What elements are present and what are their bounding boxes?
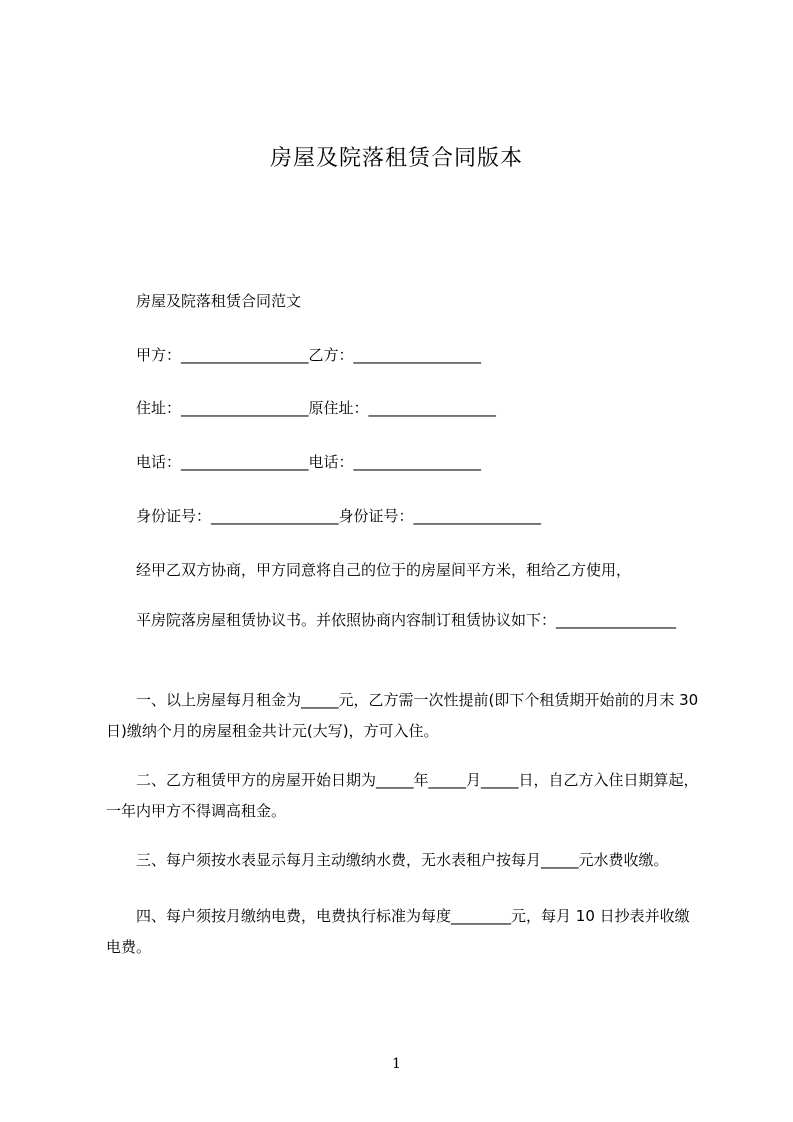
intro-paragraph-2 bbox=[106, 605, 700, 636]
clause-4-text: 四、每户须按月缴纳电费，电费执行标准为每度________元，每月 10 日抄表并收缴电费。 bbox=[106, 907, 690, 956]
page-number: 1 bbox=[392, 1056, 401, 1072]
intro-paragraph-1: 经甲乙双方协商，甲方同意将自己的位于的房屋间平方米，租给乙方使用， bbox=[136, 561, 632, 579]
clause-1-text: 一、以上房屋每月租金为_____元，乙方需一次性提前(即下个租赁期开始前的月末 30 日)缴纳个月的房屋租金共计元(大写)，方可入住。 bbox=[106, 691, 699, 740]
clause-2 bbox=[106, 765, 700, 827]
intro-paragraph-2-text: 平房院落房屋租赁协议书。并依照协商内容制订租赁协议如下：________________ bbox=[136, 611, 677, 629]
clause-2-text: 二、乙方租赁甲方的房屋开始日期为_____年_____月_____日，自乙方入住日期算起，一年内甲方不得调高租金。 bbox=[106, 771, 699, 820]
id-number-line: 身份证号：_________________身份证号：_________________ bbox=[136, 507, 542, 525]
clause-3 bbox=[106, 845, 700, 876]
clause-1 bbox=[106, 685, 700, 747]
phone-line: 电话：_________________电话：_________________ bbox=[136, 453, 482, 471]
party-names-line: 甲方：_________________乙方：_________________ bbox=[136, 346, 482, 364]
clause-3-text: 三、每户须按水表显示每月主动缴纳水费，无水表租户按每月_____元水费收缴。 bbox=[136, 851, 669, 869]
clause-4 bbox=[106, 901, 700, 963]
document-subtitle: 房屋及院落租赁合同范文 bbox=[136, 292, 302, 310]
document-title: 房屋及院落租赁合同版本 bbox=[269, 146, 523, 171]
address-line: 住址：_________________原住址：_________________ bbox=[136, 399, 497, 417]
